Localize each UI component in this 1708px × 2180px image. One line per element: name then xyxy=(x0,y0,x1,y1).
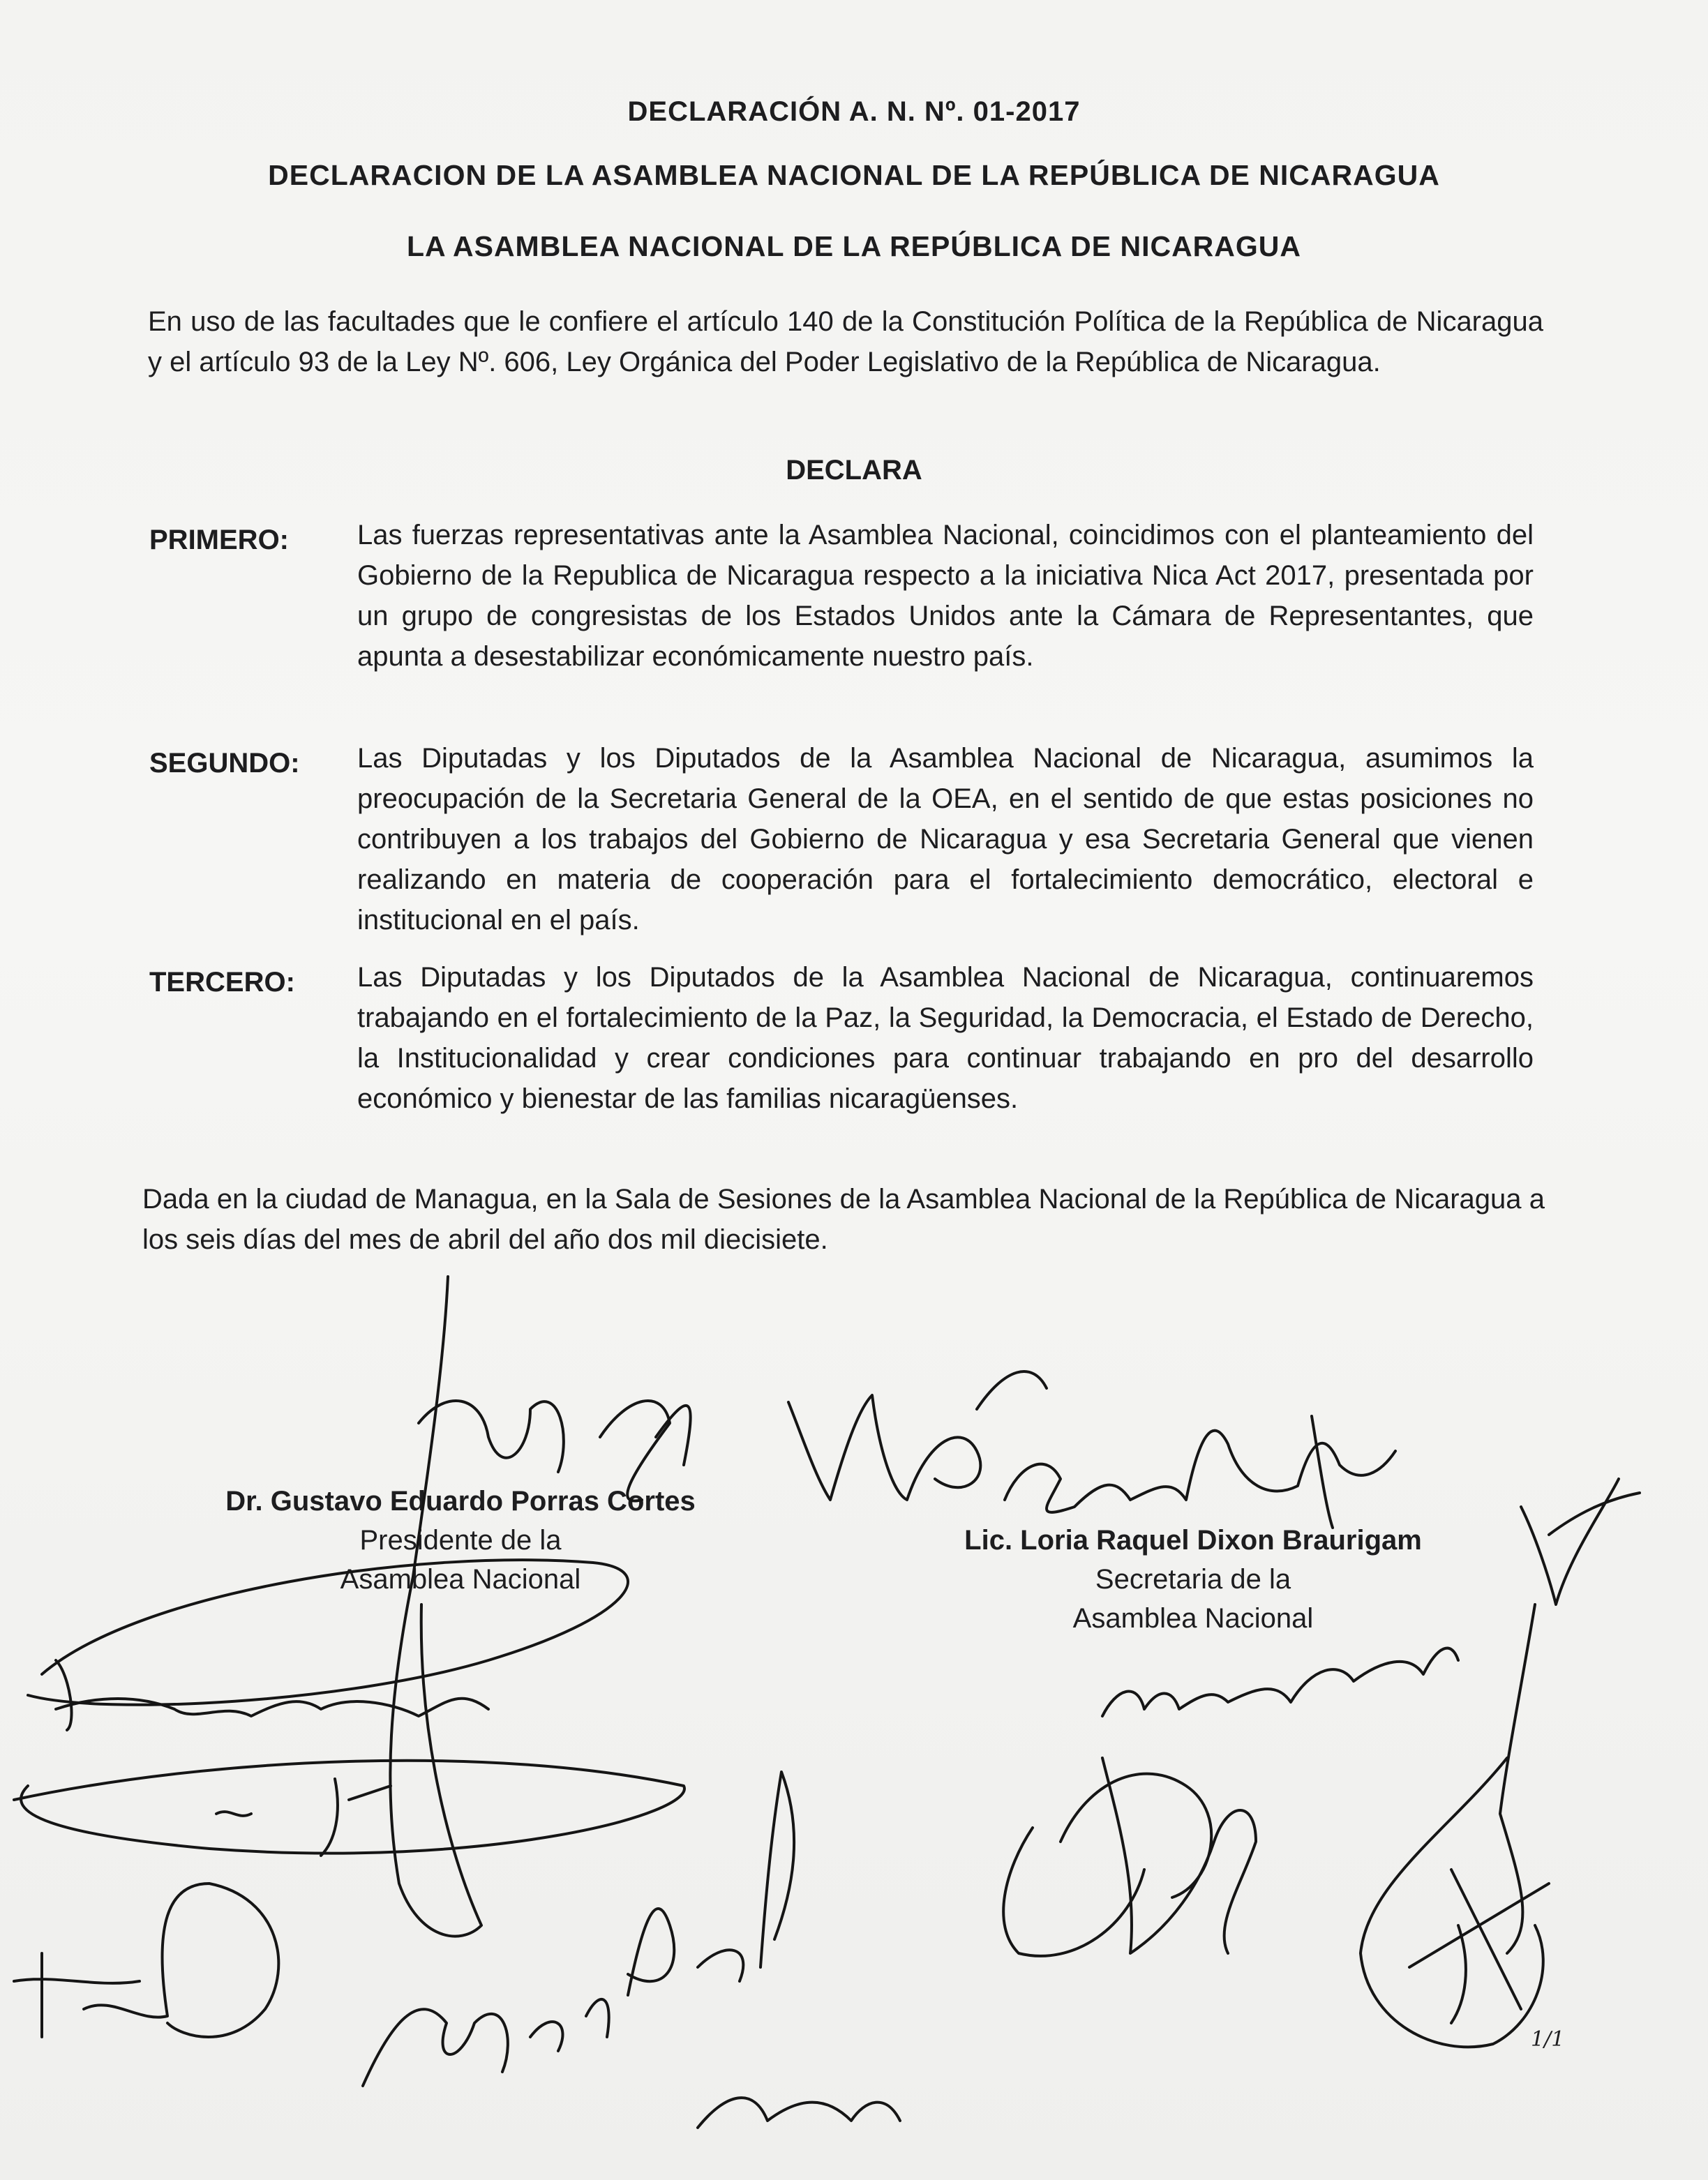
signatory-role-line: Asamblea Nacional xyxy=(1072,1603,1314,1634)
signature-miguel xyxy=(363,1772,794,2086)
signatory-name: Lic. Loria Raquel Dixon Braurigam xyxy=(964,1525,1422,1556)
declara-heading: DECLARA xyxy=(786,455,922,486)
signature-baiza xyxy=(698,2098,900,2128)
signature-small-marks xyxy=(216,1779,391,1856)
signatory-name: Dr. Gustavo Eduardo Porras Cortes xyxy=(225,1486,696,1517)
signature-president-underline xyxy=(14,1761,684,1854)
signatory-role-line: Secretaria de la xyxy=(1095,1564,1291,1595)
signature-raquel xyxy=(1005,1416,1395,1528)
signature-x-mark xyxy=(1409,1870,1549,2023)
declaration-title: DECLARACION DE LA ASAMBLEA NACIONAL DE LA REPÚBLICA DE NICARAGUA xyxy=(268,159,1440,191)
signatory-role-line: Asamblea Nacional xyxy=(340,1564,581,1595)
signatory-role-line: Presidente de la xyxy=(359,1525,562,1556)
article-text-segundo: Las Diputadas y los Diputados de la Asamblea Nacional de Nicaragua, asumimos la preocupación de la Secretaria General de la OEA, en el sentido de que estas posiciones no contribuyen a los trabajos del Gobierno de Nicaragua y esa Secretaria General que vienen realizando en materia de cooperación para el fortalecimiento democrático, electoral e institucional en el país. xyxy=(357,743,1534,935)
declaration-subtitle: LA ASAMBLEA NACIONAL DE LA REPÚBLICA DE NICARAGUA xyxy=(406,230,1302,262)
signature-loops xyxy=(1003,1758,1256,1956)
article-label-primero: PRIMERO: xyxy=(149,525,289,555)
article-text-tercero: Las Diputadas y los Diputados de la Asamblea Nacional de Nicaragua, continuaremos trabajando en el fortalecimiento de la Paz, la Seguridad, la Democracia, el Estado de Derecho, la Institucionalidad y crear condiciones para continuar trabajando en pro del desarrollo económico y bienestar de las familias nicaragüenses. xyxy=(357,962,1534,1114)
page-number: 1/1 xyxy=(1531,2027,1565,2052)
declaration-number: DECLARACIÓN A. N. Nº. 01-2017 xyxy=(627,96,1081,127)
intro-paragraph: En uso de las facultades que le confiere el artículo 140 de la Constitución Política de la República de Nicaragua y el artículo 93 de la Ley Nº. 606, Ley Orgánica del Poder Legislativo de la República de Nicaragua. xyxy=(148,306,1543,377)
signature-president xyxy=(390,1277,690,1937)
signatory-secretary xyxy=(900,1521,1486,1638)
signature-hao xyxy=(788,1371,1047,1500)
signature-bottom-left xyxy=(14,1884,278,2037)
signatory-president xyxy=(167,1482,754,1599)
article-label-tercero: TERCERO: xyxy=(149,967,295,998)
signature-mauricio xyxy=(1102,1648,1458,1716)
article-label-segundo: SEGUNDO: xyxy=(149,748,300,779)
article-text-primero: Las fuerzas representativas ante la Asamblea Nacional, coincidimos con el planteamiento del Gobierno de la Republica de Nicaragua respecto a la iniciativa Nica Act 2017, presentada por un grupo de congresistas de los Estados Unidos ante la Cámara de Representantes, que apunta a desestabilizar económicamente nuestro país. xyxy=(357,520,1534,672)
closing-paragraph: Dada en la ciudad de Managua, en la Sala de Sesiones de la Asamblea Nacional de la República de Nicaragua a los seis días del mes de abril del año dos mil diecisiete. xyxy=(142,1184,1545,1255)
signature-left-middle xyxy=(56,1660,488,1730)
